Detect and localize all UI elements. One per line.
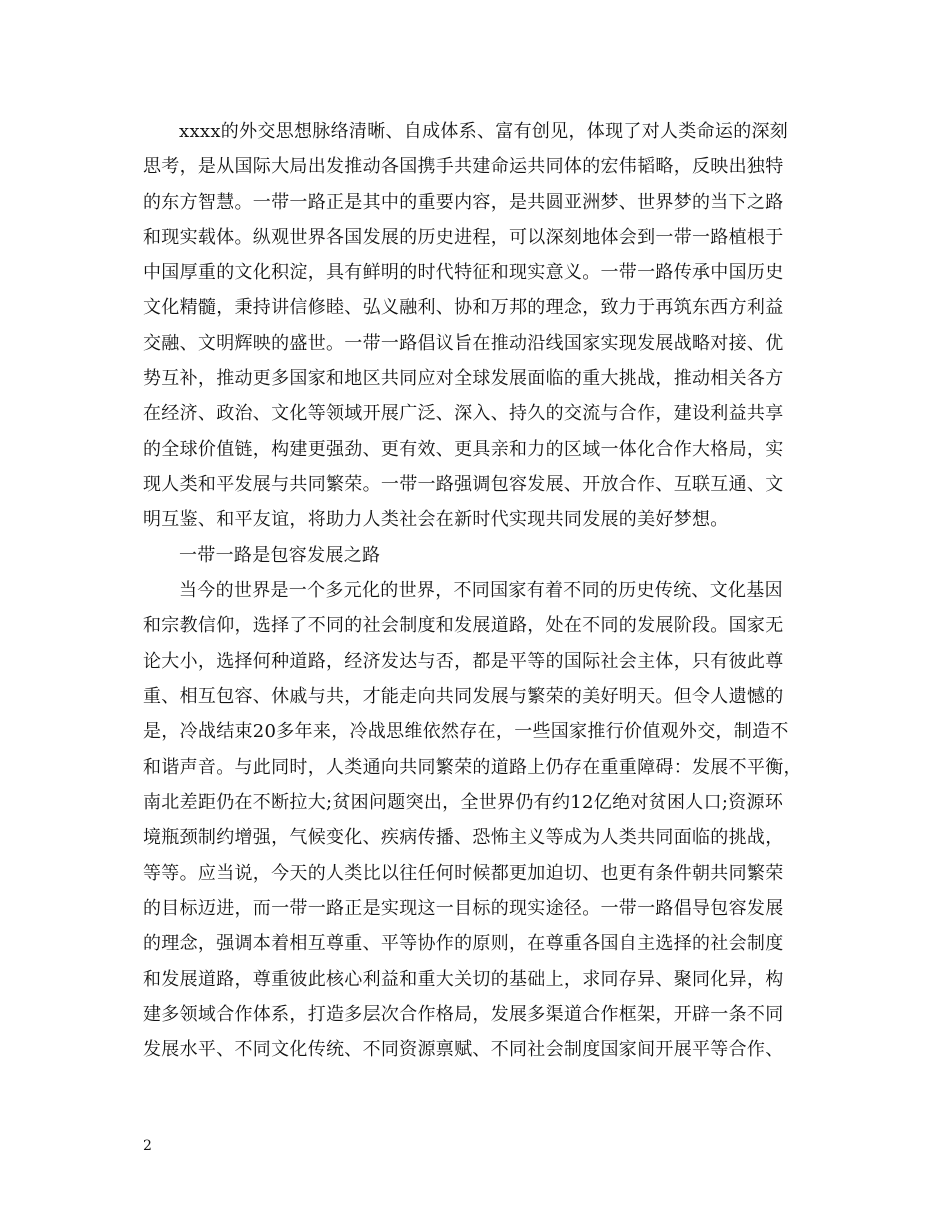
paragraph-line: 的目标迈进，而一带一路正是实现这一目标的现实途径。一带一路倡导包容发展 xyxy=(143,898,784,919)
paragraph-line: 在经济、政治、文化等领域开展广泛、深入、持久的交流与合作，建设利益共享 xyxy=(143,403,784,424)
paragraph-line: 中国厚重的文化积淀，具有鲜明的时代特征和现实意义。一带一路传承中国历史 xyxy=(143,262,784,283)
paragraph-line: 发展水平、不同文化传统、不同资源禀赋、不同社会制度国家间开展平等合作、 xyxy=(143,1039,784,1060)
paragraph-line: 文化精髓，秉持讲信修睦、弘义融利、协和万邦的理念，致力于再筑东西方利益 xyxy=(143,297,784,318)
paragraph-line: 的东方智慧。一带一路正是其中的重要内容，是共圆亚洲梦、世界梦的当下之路 xyxy=(143,192,784,213)
paragraph-line: 交融、文明辉映的盛世。一带一路倡议旨在推动沿线国家实现发展战略对接、优 xyxy=(143,333,784,354)
paragraph-line: 和现实载体。纵观世界各国发展的历史进程，可以深刻地体会到一带一路植根于 xyxy=(143,227,784,248)
page-number: 2 xyxy=(143,1138,152,1154)
paragraph-line: 思考，是从国际大局出发推动各国携手共建命运共同体的宏伟韬略，反映出独特 xyxy=(143,156,784,177)
paragraph-line: 当今的世界是一个多元化的世界，不同国家有着不同的历史传统、文化基因 xyxy=(179,580,783,601)
paragraph-line: 和宗教信仰，选择了不同的社会制度和发展道路，处在不同的发展阶段。国家无 xyxy=(143,615,784,636)
paragraph-line: 势互补，推动更多国家和地区共同应对全球发展面临的重大挑战，推动相关各方 xyxy=(143,368,784,389)
section-heading: 一带一路是包容发展之路 xyxy=(179,545,381,566)
paragraph-line: 现人类和平发展与共同繁荣。一带一路强调包容发展、开放合作、互联互通、文 xyxy=(143,474,784,495)
paragraph-line: 论大小，选择何种道路，经济发达与否，都是平等的国际社会主体，只有彼此尊 xyxy=(143,651,784,672)
paragraph-line: 等等。应当说，今天的人类比以往任何时候都更加迫切、也更有条件朝共同繁荣 xyxy=(143,863,784,884)
paragraph-line: xxxx的外交思想脉络清晰、自成体系、富有创见，体现了对人类命运的深刻 xyxy=(179,121,789,142)
paragraph-line: 是，冷战结束20多年来，冷战思维依然存在，一些国家推行价值观外交，制造不 xyxy=(143,721,789,742)
paragraph-line: 境瓶颈制约增强，气候变化、疾病传播、恐怖主义等成为人类共同面临的挑战， xyxy=(143,827,784,848)
paragraph-line: 和发展道路，尊重彼此核心利益和重大关切的基础上，求同存异、聚同化异，构 xyxy=(143,969,784,990)
paragraph-line: 建多领域合作体系，打造多层次合作格局，发展多渠道合作框架，开辟一条不同 xyxy=(143,1004,784,1025)
paragraph-line: 的理念，强调本着相互尊重、平等协作的原则，在尊重各国自主选择的社会制度 xyxy=(143,933,784,954)
paragraph-line: 明互鉴、和平友谊，将助力人类社会在新时代实现共同发展的美好梦想。 xyxy=(143,509,729,530)
paragraph-line: 的全球价值链，构建更强劲、更有效、更具亲和力的区域一体化合作大格局，实 xyxy=(143,439,784,460)
paragraph-line: 南北差距仍在不断拉大;贫困问题突出，全世界仍有约12亿绝对贫困人口;资源环 xyxy=(143,792,784,813)
paragraph-line: 重、相互包容、休戚与共，才能走向共同发展与繁荣的美好明天。但令人遗憾的 xyxy=(143,686,784,707)
paragraph-line: 和谐声音。与此同时，人类通向共同繁荣的道路上仍存在重重障碍：发展不平衡， xyxy=(143,757,802,778)
